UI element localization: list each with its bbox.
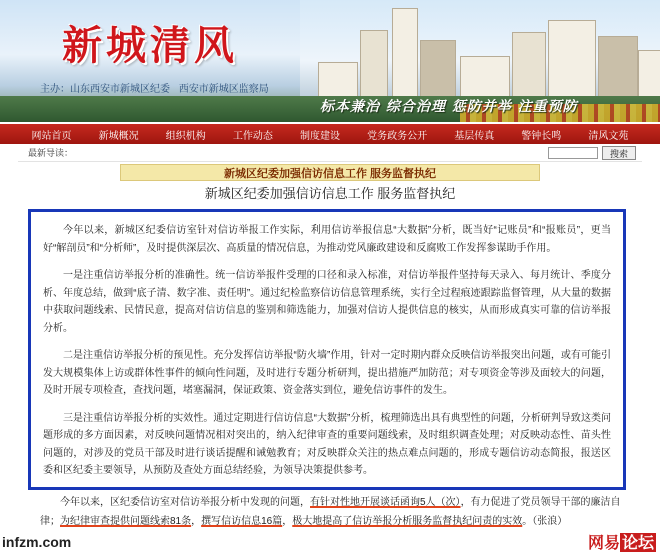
nav-item-rules[interactable]: 制度建设 xyxy=(299,130,340,142)
banner-building xyxy=(548,20,596,106)
latest-label: 最新导读： xyxy=(28,148,74,158)
article-title-bar: 新城区纪委加强信访信息工作 服务监督执纪 xyxy=(120,164,540,181)
host-text-2: 西安市新城区监察局 xyxy=(178,84,269,95)
article-paragraph: 一是注重信访举报分析的准确性。统一信访举报件受理的口径和录入标准，对信访举报件坚持每天录入、每月统计、季度分析、年度总结，做到“底子清、数字准、责任明”。通过纪检监察信访信息管理系统，实行全过程痕迹跟踪监督管理，从大量的数据中获取问题线索、民情民意，提高对信访信息的鉴别和筛选能力，加强对信访人提供信息的核实，从而形成真实可靠的信访举报分析。 xyxy=(43,270,611,334)
search-input[interactable] xyxy=(548,147,598,159)
nav-item-literature[interactable]: 清风文苑 xyxy=(588,130,629,142)
tail-text: ， xyxy=(282,516,293,527)
banner-building xyxy=(512,32,546,106)
article-body xyxy=(28,209,626,490)
tail-highlight: 为纪律审查提供问题线索81条 xyxy=(60,516,192,527)
tail-highlight: 有针对性地开展谈话函询5人（次） xyxy=(310,497,461,508)
site-title: 新城清风 xyxy=(62,22,238,69)
article-paragraph: 今年以来，新城区纪委信访室针对信访举报工作实际，利用信访举报信息“大数据”分析，既当好“记账员”和“报账员”，更当好“解剖员”和“分析师”，及时提供深层次、高质量的情况信息，为推动党风廉政建设和反腐败工作发挥参谋助手作用。 xyxy=(43,225,611,254)
banner-building xyxy=(360,30,388,106)
latest-bar xyxy=(18,144,642,162)
nav-item-grassroots[interactable]: 基层传真 xyxy=(454,130,495,142)
watermark-netease-a: 网易 xyxy=(587,533,620,552)
nav-item-warnings[interactable]: 警钟长鸣 xyxy=(521,130,562,142)
tail-highlight: 撰写信访信息16篇 xyxy=(201,516,283,527)
nav-item-organization[interactable]: 组织机构 xyxy=(165,130,206,142)
nav-item-news[interactable]: 工作动态 xyxy=(232,130,273,142)
search-button[interactable]: 搜索 xyxy=(602,146,636,160)
tail-text: 。（张浪） xyxy=(522,516,568,527)
article-heading: 新城区纪委加强信访信息工作 服务监督执纪 xyxy=(204,186,456,201)
nav-item-overview[interactable]: 新城概况 xyxy=(98,130,139,142)
main-nav xyxy=(0,124,660,144)
article-paragraph: 三是注重信访举报分析的实效性。通过定期进行信访信息“大数据”分析，梳理筛选出具有典型性的问题，分析研判导致这类问题形成的多方面因素，对反映问题情况相对突出的，纳入纪律审查的重要问题线索，及时组织调查处理；对反映动态性、苗头性问题的，对涉及的党员干部及时进行谈话提醒和诫勉教育；对反映群众关注的热点难点问题的，形成专题信访动态简报，报送区委和区纪委主要领导，从预防及查处方面总结经验，为领导决策提供参考。 xyxy=(43,412,611,476)
nav-item-public-affairs[interactable]: 党务政务公开 xyxy=(367,130,428,142)
tail-text: 今年以来，区纪委信访室对信访举报分析中发现的问题， xyxy=(60,497,310,508)
watermark-netease-b: 论坛 xyxy=(621,533,654,552)
banner-building xyxy=(392,8,418,106)
site-banner xyxy=(0,0,660,122)
tail-text: ，有力促进了党员领导干部的廉洁自律； xyxy=(40,497,621,527)
nav-item-home[interactable]: 网站首页 xyxy=(31,130,72,142)
watermark-infzm: infzm.com xyxy=(2,534,72,550)
tail-highlight: 极大地提高了信访举报分析服务监督执纪问责的实效 xyxy=(292,516,523,527)
site-host xyxy=(40,80,275,95)
site-slogan: 标本兼治 综合治理 惩防并举 注重预防 xyxy=(320,99,578,115)
article-conclusion xyxy=(40,493,640,531)
watermark-netease xyxy=(588,530,656,553)
host-text: 主办：山东西安市新城区纪委 xyxy=(40,84,170,95)
tail-text: ， xyxy=(191,516,202,527)
article-paragraph: 二是注重信访举报分析的预见性。充分发挥信访举报“防火墙”作用，针对一定时期内群众反映信访举报突出问题，或有可能引发大规模集体上访或群体性事件的倾向性问题，及时进行专题分析研判，提出措施严加防范；对专项资金等涉及面较大的问题，及时开展专项检查，查找问题，堵塞漏洞，保证政策、资金落实到位，避免信访事件的发生。 xyxy=(43,350,611,396)
